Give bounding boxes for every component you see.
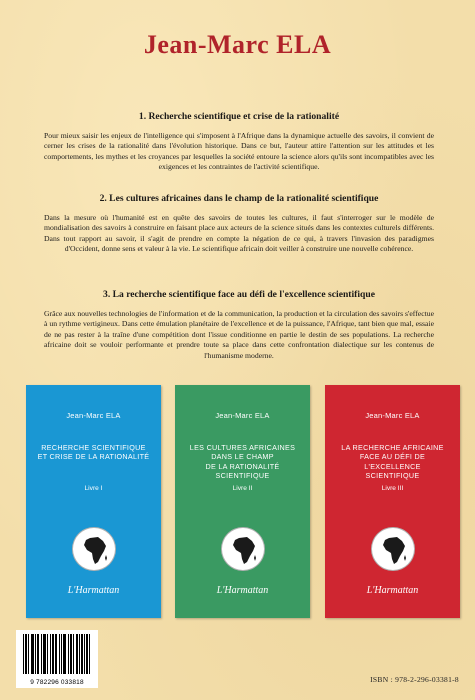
barcode-bars-icon — [23, 634, 91, 676]
section-3 — [44, 289, 434, 361]
book-cover-1 — [26, 385, 161, 618]
africa-map-logo-icon — [371, 527, 415, 571]
book-2-title-line: DANS LE CHAMP — [211, 452, 274, 462]
book-3-title — [331, 443, 454, 481]
book-3-title-line: LA RECHERCHE AFRICAINE — [341, 443, 444, 452]
book-2-title-line: LES CULTURES AFRICAINES — [189, 443, 296, 452]
africa-map-logo-icon — [72, 527, 116, 571]
isbn-text: ISBN : 978-2-296-03381-8 — [370, 675, 459, 684]
section-1-heading: 1. Recherche scientifique et crise de la rationalité — [138, 111, 340, 122]
book-1-publisher: L'Harmattan — [67, 585, 120, 596]
barcode-number: 9 782296 033818 — [30, 679, 84, 686]
africa-map-logo-icon — [221, 527, 265, 571]
section-3-text: Grâce aux nouvelles technologies de l'information et de la communication, la production et la circulation des savoirs s'effectue à un rythme vertigineux. Dans cette émulation planétaire de l'excellence et de la puissance, l'Afrique, tant bien que mal, essaie de ne pas rester à la traîne d'une compétition dont l'issue conditionne en partie le destin de ses populations. La recherche africaine doit se vouloir performante et prendre toute sa place dans cette confrontation dialectique sur les contenus de l'humanisme moderne. — [44, 309, 434, 360]
section-2-heading: 2. Les cultures africaines dans le champ de la rationalité scientifique — [99, 193, 379, 204]
book-1-author: Jean-Marc ELA — [66, 411, 121, 420]
book-2-title — [181, 443, 304, 481]
book-3-author: Jean-Marc ELA — [365, 411, 420, 420]
back-cover-author-title: Jean-Marc ELA — [143, 30, 332, 59]
book-3-volume: Livre III — [381, 485, 404, 492]
book-2-author: Jean-Marc ELA — [215, 411, 270, 420]
book-2-publisher: L'Harmattan — [216, 585, 269, 596]
book-1-title-line: ET CRISE DE LA RATIONALITÉ — [37, 452, 150, 462]
book-1-title — [32, 443, 155, 462]
section-2-text: Dans la mesure où l'humanité est en quête des savoirs de toutes les cultures, il faut s'interroger sur le modèle de mondialisation des savoirs à construire en faisant place aux acteurs de la science situés dans les contextes culturels différents. Dans tout rapport au savoir, il s'agit de prendre en compte la négation de ce qui, à travers l'invasion des paradigmes d'Occident, donne sens et valeur à la vie. Le scientifique africain doit veiller à construire une nouvelle cohérence. — [44, 213, 434, 254]
book-3-publisher: L'Harmattan — [366, 585, 419, 596]
section-1 — [44, 111, 434, 173]
book-cover-2 — [175, 385, 310, 618]
section-3-heading: 3. La recherche scientifique face au défi de l'excellence scientifique — [103, 289, 375, 300]
barcode — [16, 630, 98, 688]
book-1-title-line: RECHERCHE SCIENTIFIQUE — [41, 443, 146, 452]
book-3-title-line: FACE AU DÉFI DE L'EXCELLENCE — [359, 452, 426, 471]
book-2-title-line: DE LA RATIONALITÉ SCIENTIFIQUE — [205, 461, 280, 481]
section-2 — [44, 193, 434, 255]
book-3-title-line: SCIENTIFIQUE — [365, 471, 420, 481]
book-cover-3 — [325, 385, 460, 618]
book-2-volume: Livre II — [232, 485, 253, 492]
book-1-volume: Livre I — [84, 485, 103, 492]
section-1-text: Pour mieux saisir les enjeux de l'intelligence qui s'imposent à l'Afrique dans la dynamique actuelle des savoirs, il convient de cerner les crises de la rationalité dans l'évolution historique. Dans ce but, l'auteur attire l'attention sur les attitudes et les comportements, les mythes et les croyances par lesquelles la société entoure la science alors qu'ils sont incompatibles avec les exigences et les contraintes de l'activité scientifique. — [44, 131, 434, 172]
